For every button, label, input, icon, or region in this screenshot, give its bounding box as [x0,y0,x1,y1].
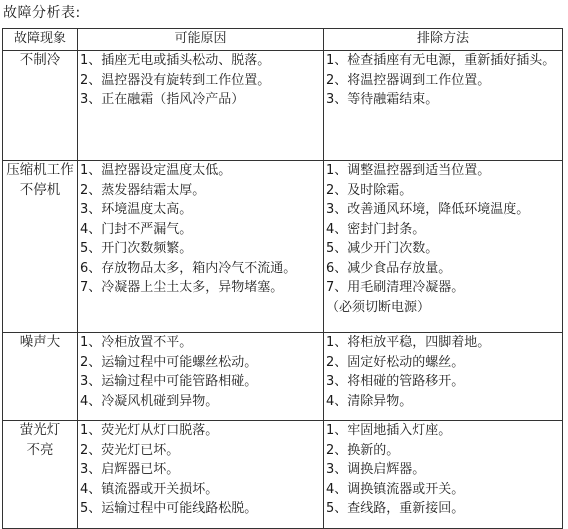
table-row [3,421,563,529]
header-phenomenon: 故障现象 [3,29,78,51]
causes-cell [78,333,324,421]
header-causes: 可能原因 [78,29,324,51]
cause-item: 1、冷柜放置不平。 [80,335,193,350]
fault-analysis-table [2,28,563,529]
symptom-text: 噪声大 [19,334,61,350]
solutions-cell [324,421,563,529]
cause-item: 3、环境温度太高。 [80,202,193,217]
solutions-cell [324,333,563,421]
cause-item: 4、镇流器或开关损坏。 [80,481,219,497]
solution-item: 4、清除异物。 [326,393,413,409]
cause-item: 2、运输过程中可能螺丝松动。 [80,354,258,370]
solution-item: 4、调换镇流器或开关。 [326,481,465,497]
solution-item: 3、将相碰的管路移开。 [326,374,465,389]
cause-item: 3、启辉器已坏。 [80,462,180,477]
symptom-cell [3,161,78,333]
table-row [3,333,563,421]
cause-item: 6、存放物品太多，箱内冷气不流通。 [80,260,297,276]
solution-item: 5、减少开门次数。 [326,241,439,256]
causes-cell [78,421,324,529]
table-row [3,161,563,333]
table-row [3,51,563,161]
cause-item: 2、荧光灯已坏。 [80,442,180,458]
solution-item: 6、减少食品存放量。 [326,260,452,276]
causes-cell [78,51,324,161]
solution-item: 2、固定好松动的螺丝。 [326,354,465,370]
solution-item: 3、等待融霜结束。 [326,92,439,107]
solution-item: 3、改善通风环境，降低环境温度。 [326,202,530,217]
cause-item: 1、插座无电或插头松动、脱落。 [80,53,271,68]
page-title: 故障分析表: [3,5,81,21]
cause-item: 2、蒸发器结霜太厚。 [80,182,206,198]
cause-item: 4、冷凝风机碰到异物。 [80,393,219,409]
symptom-text: 压缩机工作 [6,162,74,178]
causes-cell [78,161,324,333]
solution-item: 5、查线路，重新接回。 [326,501,465,516]
symptom-text: 不停机 [19,181,61,198]
header-solutions: 排除方法 [324,29,563,51]
solution-item: 7、用毛刷清理冷凝器。 [326,280,465,295]
symptom-text: 不亮 [26,441,54,458]
solution-item: 1、检查插座有无电源，重新插好插头。 [326,53,556,68]
symptom-cell [3,51,78,161]
symptom-text: 萤光灯 [19,422,61,438]
table-header-row [3,29,563,51]
symptom-text: 不制冷 [19,52,61,68]
solution-item: 2、换新的。 [326,442,400,458]
cause-item: 1、温控器设定温度太低。 [80,163,232,178]
solution-item: 1、调整温控器到适当位置。 [326,163,491,178]
cause-item: 5、运输过程中可能线路松脱。 [80,501,258,516]
solution-item: （必须切断电源） [326,299,431,315]
symptom-cell [3,333,78,421]
solution-item: 4、密封门封条。 [326,221,426,237]
solution-item: 2、将温控器调到工作位置。 [326,72,491,88]
cause-item: 5、开门次数频繁。 [80,241,193,256]
solutions-cell [324,51,563,161]
solution-item: 1、牢固地插入灯座。 [326,423,452,438]
solution-item: 3、调换启辉器。 [326,462,426,477]
cause-item: 2、温控器没有旋转到工作位置。 [80,72,271,88]
symptom-cell [3,421,78,529]
cause-item: 3、运输过程中可能管路相碰。 [80,374,258,389]
cause-item: 7、冷凝器上尘土太多，异物堵塞。 [80,280,284,295]
solution-item: 1、将柜放平稳，四脚着地。 [326,335,491,350]
cause-item: 4、门封不严漏气。 [80,221,193,237]
cause-item: 3、正在融霜（指风冷产品） [80,92,245,107]
solutions-cell [324,161,563,333]
cause-item: 1、荧光灯从灯口脱落。 [80,423,219,438]
solution-item: 2、及时除霜。 [326,182,413,198]
